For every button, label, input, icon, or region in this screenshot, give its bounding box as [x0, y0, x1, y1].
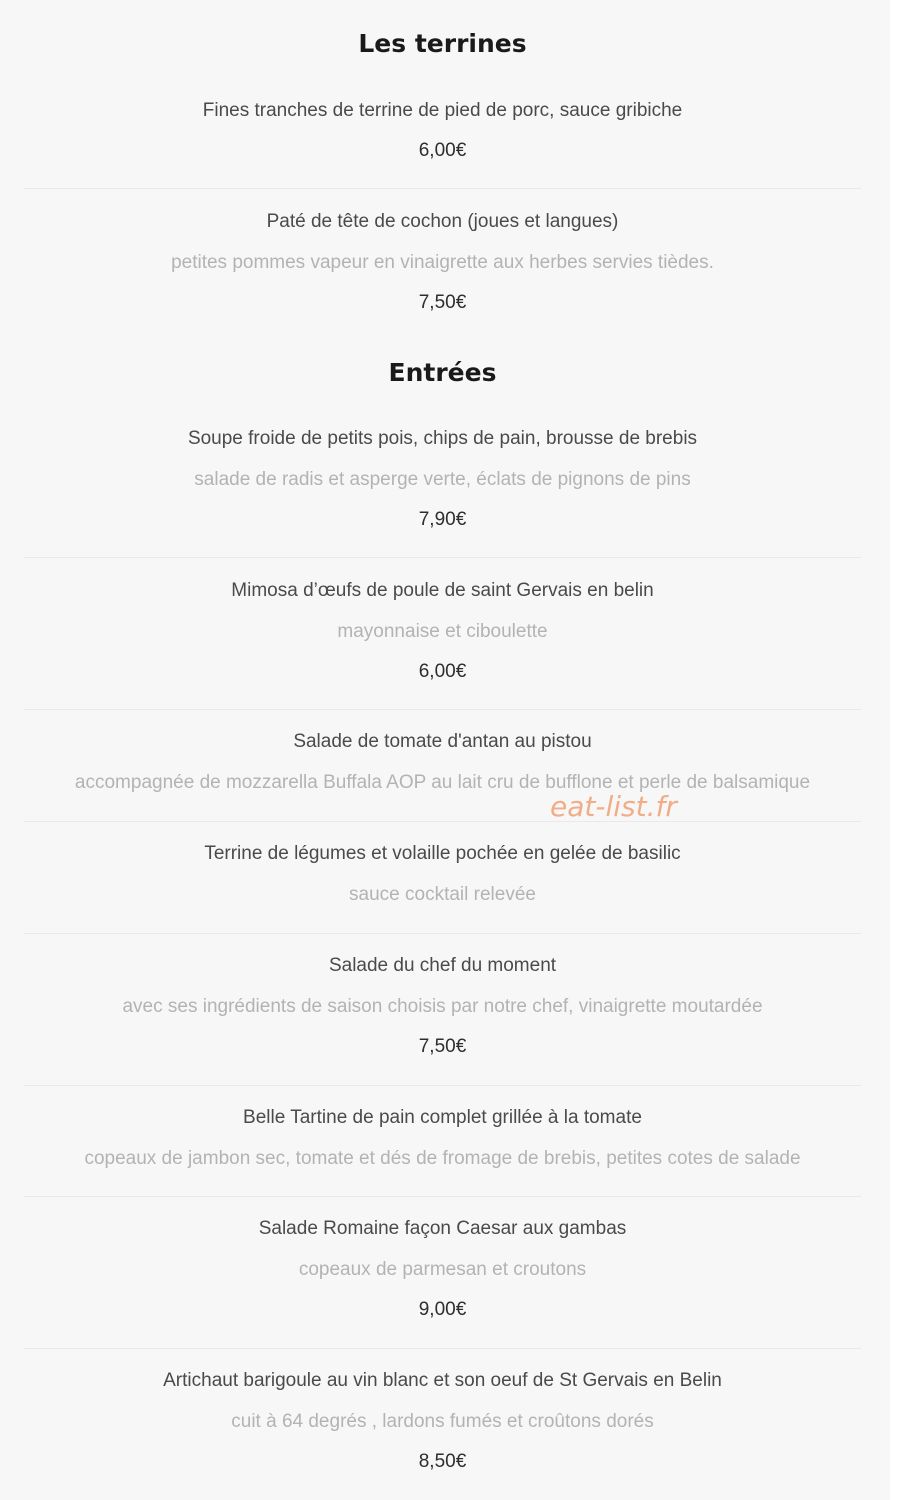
- item-name: Salade de tomate d'antan au pistou: [293, 731, 592, 752]
- item-price: 7,90€: [418, 509, 467, 530]
- menu-item: [0, 99, 885, 163]
- menu-item: [0, 1217, 885, 1322]
- divider: [24, 1348, 861, 1349]
- section-title-terrines: Les terrines: [358, 29, 527, 58]
- item-description: petites pommes vapeur en vinaigrette aux herbes servies tièdes.: [171, 252, 714, 273]
- item-name: Salade Romaine façon Caesar aux gambas: [258, 1218, 627, 1239]
- item-price: 6,00€: [418, 661, 467, 682]
- item-name: Salade du chef du moment: [328, 955, 557, 976]
- item-description: salade de radis et asperge verte, éclats de pignons de pins: [194, 469, 691, 490]
- item-name: Soupe froide de petits pois, chips de pain, brousse de brebis: [187, 428, 698, 449]
- item-name: Mimosa d’œufs de poule de saint Gervais en belin: [231, 580, 654, 601]
- item-description: accompagnée de mozzarella Buffala AOP au lait cru de bufflone et perle de balsamique: [74, 772, 811, 793]
- item-price: 6,00€: [418, 140, 467, 161]
- menu-item: [0, 210, 885, 315]
- item-name: Belle Tartine de pain complet grillée à la tomate: [243, 1107, 642, 1128]
- item-price: 7,50€: [418, 292, 467, 313]
- watermark: eat-list.fr: [550, 790, 677, 823]
- divider: [24, 821, 861, 822]
- item-description: copeaux de parmesan et croutons: [298, 1259, 587, 1280]
- divider: [24, 557, 861, 558]
- divider: [24, 709, 861, 710]
- item-description: copeaux de jambon sec, tomate et dés de fromage de brebis, petites cotes de salade: [84, 1148, 801, 1169]
- divider: [24, 933, 861, 934]
- item-name: Artichaut barigoule au vin blanc et son oeuf de St Gervais en Belin: [163, 1370, 722, 1391]
- item-name: Terrine de légumes et volaille pochée en gelée de basilic: [204, 843, 681, 864]
- item-name: Fines tranches de terrine de pied de porc, sauce gribiche: [202, 100, 683, 121]
- menu-item: [0, 427, 885, 532]
- menu-item: [0, 954, 885, 1059]
- menu-item: [0, 842, 885, 907]
- menu-item: [0, 579, 885, 684]
- item-name: Paté de tête de cochon (joues et langues): [266, 211, 619, 232]
- item-description: cuit à 64 degrés , lardons fumés et croûtons dorés: [231, 1411, 654, 1432]
- menu-item: [0, 730, 885, 795]
- menu-item: [0, 1106, 885, 1171]
- item-description: mayonnaise et ciboulette: [337, 621, 548, 642]
- divider: [24, 1196, 861, 1197]
- menu-item: [0, 1369, 885, 1474]
- divider: [24, 1085, 861, 1086]
- section-title-entrees: Entrées: [388, 358, 497, 387]
- item-description: sauce cocktail relevée: [349, 884, 536, 905]
- item-price: 8,50€: [418, 1451, 467, 1472]
- divider: [24, 188, 861, 189]
- item-price: 7,50€: [418, 1036, 467, 1057]
- item-price: 9,00€: [418, 1299, 467, 1320]
- item-description: avec ses ingrédients de saison choisis par notre chef, vinaigrette moutardée: [122, 996, 763, 1017]
